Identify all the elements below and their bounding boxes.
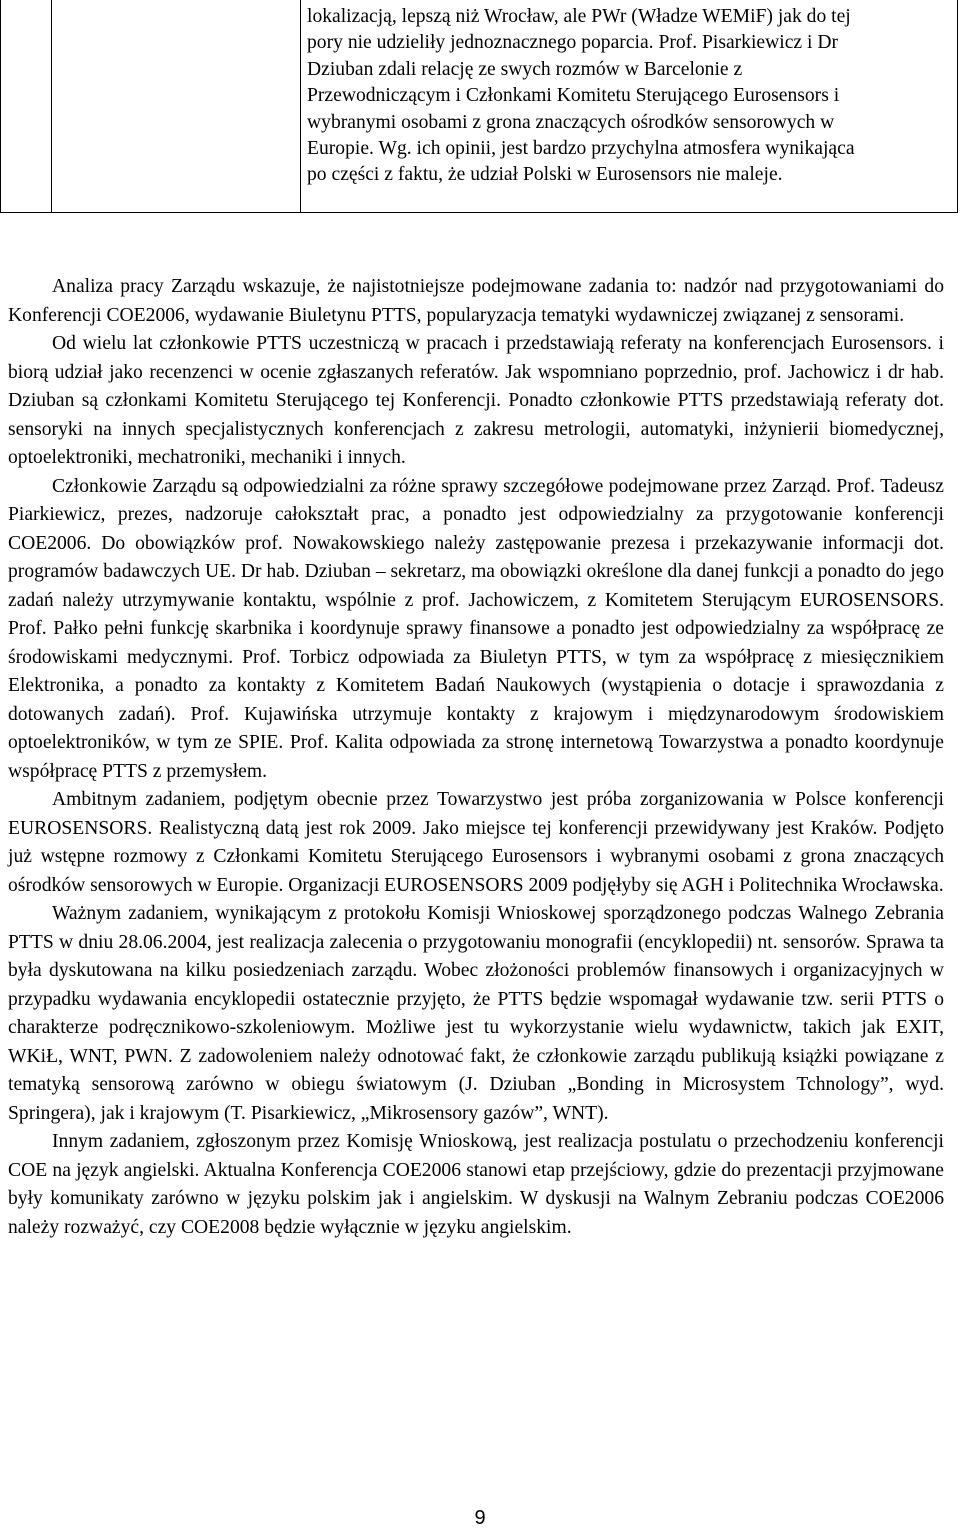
table-fragment [0, 0, 958, 213]
page-number: 9 [474, 1507, 486, 1529]
table-cell-text [307, 4, 947, 189]
table-cell-line: Europie. Wg. ich opinii, jest bardzo przychylna atmosfera wynikająca [307, 138, 855, 160]
paragraph: Ambitnym zadaniem, podjętym obecnie przez Towarzystwo jest próba zorganizowania w Polsce konferencji EUROSENSORS. Realistyczną datą jest rok 2009. Jako miejsce tej konferencji przewidywany jest Kraków. Podjęto już wstępne rozmowy z Członkami Komitetu Sterującego Eurosensors i wybranymi osobami z grona znaczących ośrodków sensorowych w Europie. Organizacji EUROSENSORS 2009 podjęłyby się AGH i Politechnika Wrocławska. [8, 789, 944, 896]
table-cell-line: lokalizacją, lepszą niż Wrocław, ale PWr (Władze WEMiF) jak do tej [307, 6, 851, 27]
paragraph: Innym zadaniem, zgłoszonym przez Komisję Wnioskową, jest realizacja postulatu o przechodzeniu konferencji COE na język angielski. Aktualna Konferencja COE2006 stanowi etap przejściowy, gdzie do prezentacji przyjmowane były komunikaty zarówno w języku polskim jak i angielskim. W dyskusji na Walnym Zebraniu podczas COE2006 należy rozważyć, czy COE2008 będzie wyłącznie w języku angielskim. [8, 1131, 944, 1238]
paragraph: Od wielu lat członkowie PTTS uczestniczą w pracach i przedstawiają referaty na konferencjach Eurosensors. i biorą udział jako recenzenci w ocenie zgłaszanych referatów. Jak wspomniano poprzednio, prof. Jachowicz i dr hab. Dziuban są członkami Komitetu Sterującego tej Konferencji. Ponadto członkowie PTTS przedstawiają referaty dot. sensoryki na innych specjalistycznych konferencjach z zakresu metrologii, automatyki, inżynierii biomedycznej, optoelektroniki, mechatroniki, mechaniki i innych. [8, 333, 944, 468]
paragraph: Analiza pracy Zarządu wskazuje, że najistotniejsze podejmowane zadania to: nadzór nad przygotowaniami do Konferencji COE2006, wydawanie Biuletynu PTTS, popularyzacja tematyki wydawniczej związanej z sensorami. [8, 276, 944, 326]
table-cell-line: wybranymi osobami z grona znaczących ośrodków sensorowych w [307, 111, 835, 133]
table-cell-line: Przewodniczącym i Członkami Komitetu Sterującego Eurosensors i [307, 85, 840, 107]
table-cell-line: Dziuban zdali relację ze swych rozmów w Barcelonie z [307, 58, 743, 80]
table-column-divider [51, 0, 52, 212]
paragraph: Ważnym zadaniem, wynikającym z protokołu Komisji Wnioskowej sporządzonego podczas Walnego Zebrania PTTS w dniu 28.06.2004, jest realizacja zalecenia o przygotowaniu monografii (encyklopedii) nt. sensorów. Sprawa ta była dyskutowana na kilku posiedzeniach zarządu. Wobec złożoności problemów finansowych i organizacyjnych w przypadku wydawania encyklopedii ostatecznie przyjęto, że PTTS będzie wspomagał wydawanie tzw. serii PTTS o charakterze podręcznikowo-szkoleniowym. Możliwe jest tu wykorzystanie wielu wydawnictw, takich jak EXIT, WKiŁ, WNT, PWN. Z zadowoleniem należy odnotować fakt, że członkowie zarządu publikują książki powiązane z tematyką sensorową zarówno w obiegu światowym (J. Dziuban „Bonding in Microsystem Tchnology”, wyd. Springera), jak i krajowym (T. Pisarkiewicz, „Mikrosensory gazów”, WNT). [8, 903, 944, 1124]
table-column-divider [300, 0, 301, 212]
body-text [8, 273, 944, 1242]
paragraph: Członkowie Zarządu są odpowiedzialni za różne sprawy szczegółowe podejmowane przez Zarząd. Prof. Tadeusz Piarkiewicz, prezes, nadzoruje całokształt prac, a ponadto jest odpowiedzialny za przygotowanie konferencji COE2006. Do obowiązków prof. Nowakowskiego należy zastępowanie prezesa i przekazywanie informacji dot. programów badawczych UE. Dr hab. Dziuban – sekretarz, ma obowiązki określone dla danej funkcji a ponadto do jego zadań należy utrzymywanie kontaktu, wspólnie z prof. Jachowiczem, z Komitetem Sterującym EUROSENSORS. Prof. Pałko pełni funkcję skarbnika i koordynuje sprawy finansowe a ponadto jest odpowiedzialny za współpracę ze środowiskami medycznymi. Prof. Torbicz odpowiada za Biuletyn PTTS, w tym za współpracę z miesięcznikiem Elektronika, a ponadto za kontakty z Komitetem Badań Naukowych (wystąpienia o dotacje i sprawozdania z dotowanych zadań). Prof. Kujawińska utrzymuje kontakty z krajowym i międzynarodowym środowiskiem optoelektroników, w tym ze SPIE. Prof. Kalita odpowiada za stronę internetową Towarzystwa a ponadto koordynuje współpracę PTTS z przemysłem. [8, 475, 944, 782]
table-cell-line: pory nie udzieliły jednoznacznego poparcia. Prof. Pisarkiewicz i Dr [307, 32, 839, 54]
table-cell-line: po części z faktu, że udział Polski w Eurosensors nie maleje. [307, 164, 783, 186]
